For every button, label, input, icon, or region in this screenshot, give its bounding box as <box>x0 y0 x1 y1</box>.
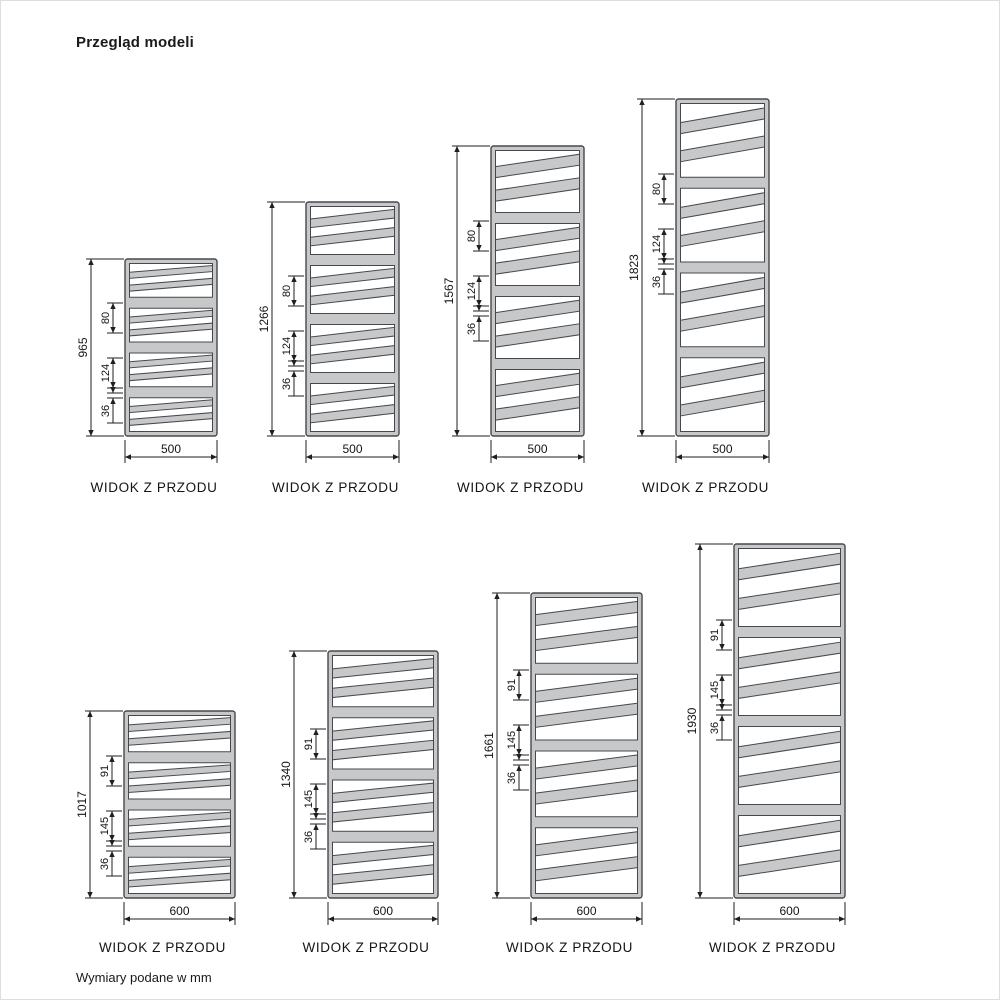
dimension-arrowhead <box>839 916 845 921</box>
dimension-arrowhead <box>661 269 666 275</box>
dimension-arrowhead <box>109 811 114 817</box>
width-dimension <box>531 902 642 925</box>
dimension-arrowhead <box>432 916 438 921</box>
pitch-dim-label: 145 <box>709 680 721 700</box>
dimension-arrowhead <box>291 331 296 337</box>
front-view-label: WIDOK Z PRZODU <box>90 480 218 495</box>
detail-dimension-chain <box>99 756 122 876</box>
front-view-label: WIDOK Z PRZODU <box>506 940 633 955</box>
dimension-arrowhead <box>719 675 724 681</box>
dimension-arrowhead <box>476 305 481 311</box>
front-view-label: WIDOK Z PRZODU <box>457 480 584 495</box>
detail-dimension-chain <box>466 221 489 341</box>
detail-dimension-chain <box>100 303 123 423</box>
width-dim-label: 500 <box>342 442 363 456</box>
tube-dim-label: 36 <box>99 857 111 871</box>
dimension-arrowhead <box>269 202 274 208</box>
dimension-arrowhead <box>636 916 642 921</box>
dimension-arrowhead <box>454 430 459 436</box>
height-dimension <box>257 202 305 436</box>
units-note: Wymiary podane w mm <box>76 970 212 985</box>
width-dimension <box>306 440 399 463</box>
tube-dim-label: 36 <box>281 377 293 391</box>
group-gap-dim-label: 91 <box>99 764 111 778</box>
dimension-arrowhead <box>719 644 724 650</box>
pitch-dim-label: 124 <box>281 336 293 356</box>
tube-dim-label: 36 <box>709 721 721 735</box>
dimension-arrowhead <box>516 765 521 771</box>
dimension-arrowhead <box>229 916 235 921</box>
dimension-arrowhead <box>476 276 481 282</box>
dimension-arrowhead <box>476 245 481 251</box>
dimension-arrowhead <box>763 454 769 459</box>
dimension-arrowhead <box>110 327 115 333</box>
tube-dim-label: 36 <box>651 275 663 289</box>
width-dim-label: 500 <box>527 442 548 456</box>
width-dim-label: 600 <box>576 904 597 918</box>
tube-dim-label: 36 <box>466 322 478 336</box>
dimension-arrowhead <box>578 454 584 459</box>
front-view-label: WIDOK Z PRZODU <box>302 940 430 955</box>
dimension-arrowhead <box>516 670 521 676</box>
dimension-arrowhead <box>328 916 334 921</box>
dimension-arrowhead <box>491 454 497 459</box>
dimension-arrowhead <box>313 729 318 735</box>
dimension-arrowhead <box>291 276 296 282</box>
dimension-arrowhead <box>87 892 92 898</box>
dimension-arrowhead <box>516 694 521 700</box>
width-dimension <box>491 440 584 463</box>
group-gap-dim-label: 91 <box>303 737 315 751</box>
dimension-arrowhead <box>88 259 93 265</box>
dimension-arrowhead <box>291 651 296 657</box>
dimension-arrowhead <box>306 454 312 459</box>
radiator-7 <box>482 593 642 955</box>
height-dim-label: 1567 <box>442 277 456 305</box>
dimension-arrowhead <box>719 715 724 721</box>
width-dim-label: 500 <box>712 442 733 456</box>
dimension-arrowhead <box>494 593 499 599</box>
dimension-arrowhead <box>110 398 115 404</box>
height-dimension <box>627 99 675 436</box>
radiator-2 <box>257 202 399 495</box>
dimension-arrowhead <box>476 221 481 227</box>
tube-dim-label: 36 <box>303 830 315 844</box>
width-dimension <box>328 902 438 925</box>
dimension-arrowhead <box>125 454 131 459</box>
width-dim-label: 600 <box>779 904 800 918</box>
radiator-4 <box>627 99 769 495</box>
radiator-8 <box>685 544 845 955</box>
group-gap-dim-label: 80 <box>651 182 663 196</box>
dimension-arrowhead <box>661 229 666 235</box>
dimension-arrowhead <box>291 371 296 377</box>
dimension-arrowhead <box>109 851 114 857</box>
radiator-6 <box>279 651 438 955</box>
dimension-arrowhead <box>291 892 296 898</box>
dimension-arrowhead <box>313 753 318 759</box>
dimension-arrowhead <box>661 174 666 180</box>
height-dim-label: 1266 <box>257 305 271 333</box>
pitch-dim-label: 145 <box>303 789 315 809</box>
dimension-arrowhead <box>291 300 296 306</box>
width-dimension <box>676 440 769 463</box>
detail-dimension-chain <box>506 670 529 790</box>
dimension-arrowhead <box>639 99 644 105</box>
height-dim-label: 1661 <box>482 732 496 759</box>
dimension-arrowhead <box>269 430 274 436</box>
dimension-arrowhead <box>719 620 724 626</box>
dimension-arrowhead <box>734 916 740 921</box>
group-gap-dim-label: 91 <box>709 628 721 642</box>
dimension-arrowhead <box>88 430 93 436</box>
dimension-arrowhead <box>719 704 724 710</box>
height-dim-label: 965 <box>76 337 90 358</box>
dimension-arrowhead <box>313 813 318 819</box>
height-dim-label: 1823 <box>627 254 641 281</box>
pitch-dim-label: 124 <box>466 281 478 301</box>
height-dim-label: 1017 <box>75 791 89 818</box>
dimension-arrowhead <box>313 784 318 790</box>
width-dimension <box>734 902 845 925</box>
dimension-arrowhead <box>516 725 521 731</box>
height-dim-label: 1930 <box>685 707 699 735</box>
width-dim-label: 600 <box>169 904 190 918</box>
dimension-arrowhead <box>291 360 296 366</box>
dimension-arrowhead <box>110 358 115 364</box>
pitch-dim-label: 145 <box>99 816 111 836</box>
dimension-arrowhead <box>124 916 130 921</box>
dimension-arrowhead <box>393 454 399 459</box>
tube-dim-label: 36 <box>100 404 112 418</box>
height-dimension <box>685 544 733 898</box>
dimension-arrowhead <box>211 454 217 459</box>
width-dim-label: 600 <box>372 904 394 918</box>
group-gap-dim-label: 80 <box>100 311 112 325</box>
tube-dim-label: 36 <box>506 771 518 785</box>
pitch-dim-label: 124 <box>651 234 663 254</box>
dimension-arrowhead <box>454 146 459 152</box>
group-gap-dim-label: 80 <box>281 284 293 298</box>
front-view-label: WIDOK Z PRZODU <box>99 940 226 955</box>
radiator-3 <box>442 146 584 495</box>
dimension-arrowhead <box>87 711 92 717</box>
dimension-arrowhead <box>676 454 682 459</box>
radiator-5 <box>75 711 235 955</box>
dimension-arrowhead <box>516 754 521 760</box>
front-view-label: WIDOK Z PRZODU <box>642 480 769 495</box>
width-dimension <box>125 440 217 463</box>
group-gap-dim-label: 80 <box>466 229 478 243</box>
detail-dimension-chain <box>303 729 326 849</box>
radiator-1 <box>76 259 217 495</box>
dimension-arrowhead <box>110 303 115 309</box>
dimension-arrowhead <box>697 892 702 898</box>
height-dim-label: 1340 <box>279 761 293 788</box>
detail-dimension-chain <box>651 174 674 294</box>
dimension-arrowhead <box>109 840 114 846</box>
dimension-arrowhead <box>476 316 481 322</box>
dimension-arrowhead <box>661 258 666 264</box>
dimension-arrowhead <box>494 892 499 898</box>
front-view-label: WIDOK Z PRZODU <box>709 940 836 955</box>
pitch-dim-label: 124 <box>100 363 112 383</box>
front-view-label: WIDOK Z PRZODU <box>272 480 399 495</box>
pitch-dim-label: 145 <box>506 730 518 750</box>
dimension-arrowhead <box>697 544 702 550</box>
detail-dimension-chain <box>709 620 732 740</box>
dimension-arrowhead <box>531 916 537 921</box>
dimension-arrowhead <box>109 756 114 762</box>
height-dimension <box>279 651 327 898</box>
width-dimension <box>124 902 235 925</box>
width-dim-label: 500 <box>160 442 182 456</box>
dimension-arrowhead <box>661 198 666 204</box>
dimension-arrowhead <box>639 430 644 436</box>
group-gap-dim-label: 91 <box>506 678 518 692</box>
page-title: Przegląd modeli <box>76 34 195 51</box>
detail-dimension-chain <box>281 276 304 396</box>
dimension-arrowhead <box>110 387 115 393</box>
dimension-arrowhead <box>109 780 114 786</box>
dimension-arrowhead <box>313 824 318 830</box>
